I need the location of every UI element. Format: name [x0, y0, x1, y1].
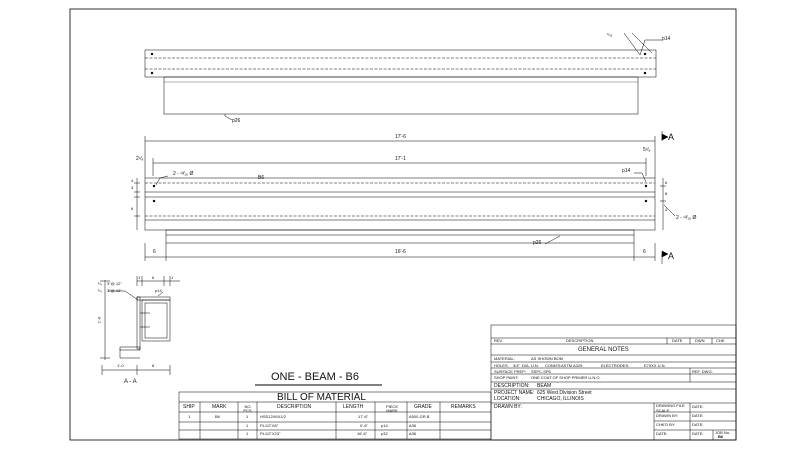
bom-header-description: DESCRIPTION: [277, 404, 312, 410]
rev-header-dwn: DWN: [695, 338, 705, 343]
bom-r0-mark: B6: [215, 414, 220, 419]
material-value: AS SHOWN BOM: [531, 356, 564, 361]
holes-label: HOLES:: [494, 363, 509, 368]
rev-header-chk: CHK: [716, 338, 725, 343]
bom-r0-grade: A500-GR.B: [409, 414, 430, 419]
conns-label: CONN'S:: [545, 363, 562, 368]
sec-dim-top-3: 1: [171, 275, 174, 280]
sec-dim-top-2: 6: [152, 275, 155, 280]
dim-v2: 3: [131, 185, 134, 190]
holes-value: 3/4": [513, 363, 520, 368]
dim-v1: 4: [131, 178, 134, 183]
bom-r2-pcs: 1: [246, 431, 249, 436]
dim-left-end: 2⁷⁄₈: [136, 156, 144, 162]
tb-field-0: DRAWING FILE: [656, 403, 685, 408]
drawing-title: ONE - BEAM - B6: [271, 371, 360, 383]
drawn-by-label: DRAWN BY:: [494, 404, 522, 410]
bom-r0-desc: HSS12X6X1/2: [260, 414, 286, 419]
hole-callout-right: 2 - ¹³⁄₁₆ Ø: [676, 215, 697, 221]
top-view-web: [164, 77, 638, 114]
sheet-border: [70, 9, 736, 440]
ref-dwg-label: REF. DWG:: [692, 369, 713, 374]
location-label: LOCATION:: [494, 396, 521, 402]
mark-b6: B6: [258, 175, 265, 181]
holes-unit: DIA. U.N.: [522, 363, 539, 368]
front-view-beam: [145, 175, 655, 230]
sec-dim-top-1: 1: [138, 275, 141, 280]
hole-callout-left: 2 - ¹³⁄₁₆ Ø: [173, 171, 194, 177]
bom-header-remarks: REMARKS: [451, 404, 476, 410]
bom-r1-grade: A36: [409, 423, 417, 428]
bom-header-piece-mark: PIECE MARK: [385, 404, 398, 413]
dim-bottom-left: 6: [153, 249, 156, 255]
bom-r1-piece: p14: [381, 423, 388, 428]
tb-date-3: DATE:: [692, 431, 704, 436]
description-label: DESCRIPTION:: [494, 383, 530, 389]
sec-weld-frac-1: ¹⁄₄: [98, 281, 102, 286]
dim-overall: 17'-6: [395, 134, 406, 140]
rev-header-rev: REV.: [494, 338, 503, 343]
job-no-label: JOB No.: [715, 430, 731, 435]
tb-date-2: DATE:: [692, 422, 704, 427]
bom-header-ship: SHIP: [183, 404, 195, 410]
bom-r2-desc: PL1/2"X23": [260, 431, 281, 436]
sec-dim-bottom-2: 8: [152, 363, 155, 368]
shop-paint-value: ONE COAT OF SHOP PRIMER U.N.O.: [531, 375, 601, 380]
section-marker-bottom: A: [668, 251, 675, 261]
sheet-no: B6: [718, 434, 724, 439]
bom-r2-piece: p32: [381, 431, 388, 436]
dim-bottom-right: 6: [643, 249, 646, 255]
bom-header-pcs: NO. PCS.: [243, 404, 253, 413]
bom-r0-ship: 1: [188, 414, 191, 419]
project-name-value: 625 West Division Street: [537, 390, 592, 396]
dim-v4: 6: [665, 180, 668, 185]
tb-field-3: CHK'D BY:: [656, 422, 676, 427]
location-value: CHICAGO, ILLINOIS: [537, 396, 584, 402]
shop-paint-label: SHOP PAINT:: [494, 375, 519, 380]
sec-dim-height: 1'-6: [96, 316, 102, 324]
general-notes-title: GENERAL NOTES: [578, 347, 629, 353]
sec-dim-bottom-1: 1'-0: [117, 363, 124, 368]
top-view-flange: [145, 50, 656, 77]
top-callout-angle: ⁵⁄₁₆: [607, 32, 613, 37]
bom-header-mark: MARK: [212, 404, 227, 410]
bom-r2-length: 16'-6": [357, 431, 368, 436]
bom-title: BILL OF MATERIAL: [277, 392, 366, 403]
front-callout-p26: p26: [533, 240, 542, 246]
conns-value: ASTM A325: [561, 363, 583, 368]
tb-field-4: DATE:: [656, 431, 668, 436]
surface-prep-label: SURFACE PREP:: [494, 369, 527, 374]
bom-header-grade: GRADE: [414, 404, 432, 410]
electrodes-value: E70XX U.N.: [644, 363, 666, 368]
dim-v3: 6: [131, 206, 134, 211]
bom-header-length: LENGTH: [343, 404, 364, 410]
section-label: A - A: [124, 379, 137, 385]
section-hss: [142, 300, 170, 341]
tb-field-1: SCALE:: [656, 408, 671, 413]
bom-r2-grade: A36: [409, 431, 417, 436]
top-callout-p26: p26: [232, 118, 241, 124]
bom-r0-pcs: 1: [246, 414, 249, 419]
surface-prep-value: SSPC-SP6: [531, 369, 551, 374]
sec-callout-p14: p14: [155, 288, 162, 293]
description-value: BEAM: [537, 383, 552, 389]
tb-date-1: DATE:: [692, 413, 704, 418]
top-view: [145, 33, 662, 120]
bom-r1-desc: PL1/2"X8": [260, 423, 279, 428]
dim-right-end: 5⁷⁄₈: [643, 147, 651, 153]
front-callout-p14: p14: [622, 168, 631, 174]
bom-r1-pcs: 1: [246, 423, 249, 428]
front-view-bottom-plate: [166, 230, 634, 243]
dim-bottom-center: 16'-6: [395, 249, 406, 255]
electrodes-label: ELECTRODES:: [601, 363, 630, 368]
tb-field-2: DRAWN BY:: [656, 413, 679, 418]
section-marker-top: A: [668, 132, 675, 142]
rev-header-date: DATE: [672, 338, 683, 343]
bom-r1-length: 0'-6": [360, 423, 368, 428]
tb-date-0: DATE:: [692, 404, 704, 409]
bom-r0-length: 17'-6": [358, 414, 369, 419]
sec-weld-2: 3"@ 12": [107, 288, 122, 293]
sec-weld-1: 3"@ 12": [107, 281, 122, 286]
dim-inner: 17'-1: [395, 156, 406, 162]
sec-weld-frac-2: ¹⁄₄: [98, 288, 102, 293]
project-name-label: PROJECT NAME:: [494, 390, 535, 396]
front-view: [134, 131, 675, 264]
top-callout-p14: p14: [662, 36, 671, 42]
rev-header-description: DESCRIPTION: [566, 338, 594, 343]
dim-v6: 4: [665, 207, 668, 212]
dim-v5: 8: [665, 191, 668, 196]
material-label: MATERIAL:: [494, 356, 515, 361]
